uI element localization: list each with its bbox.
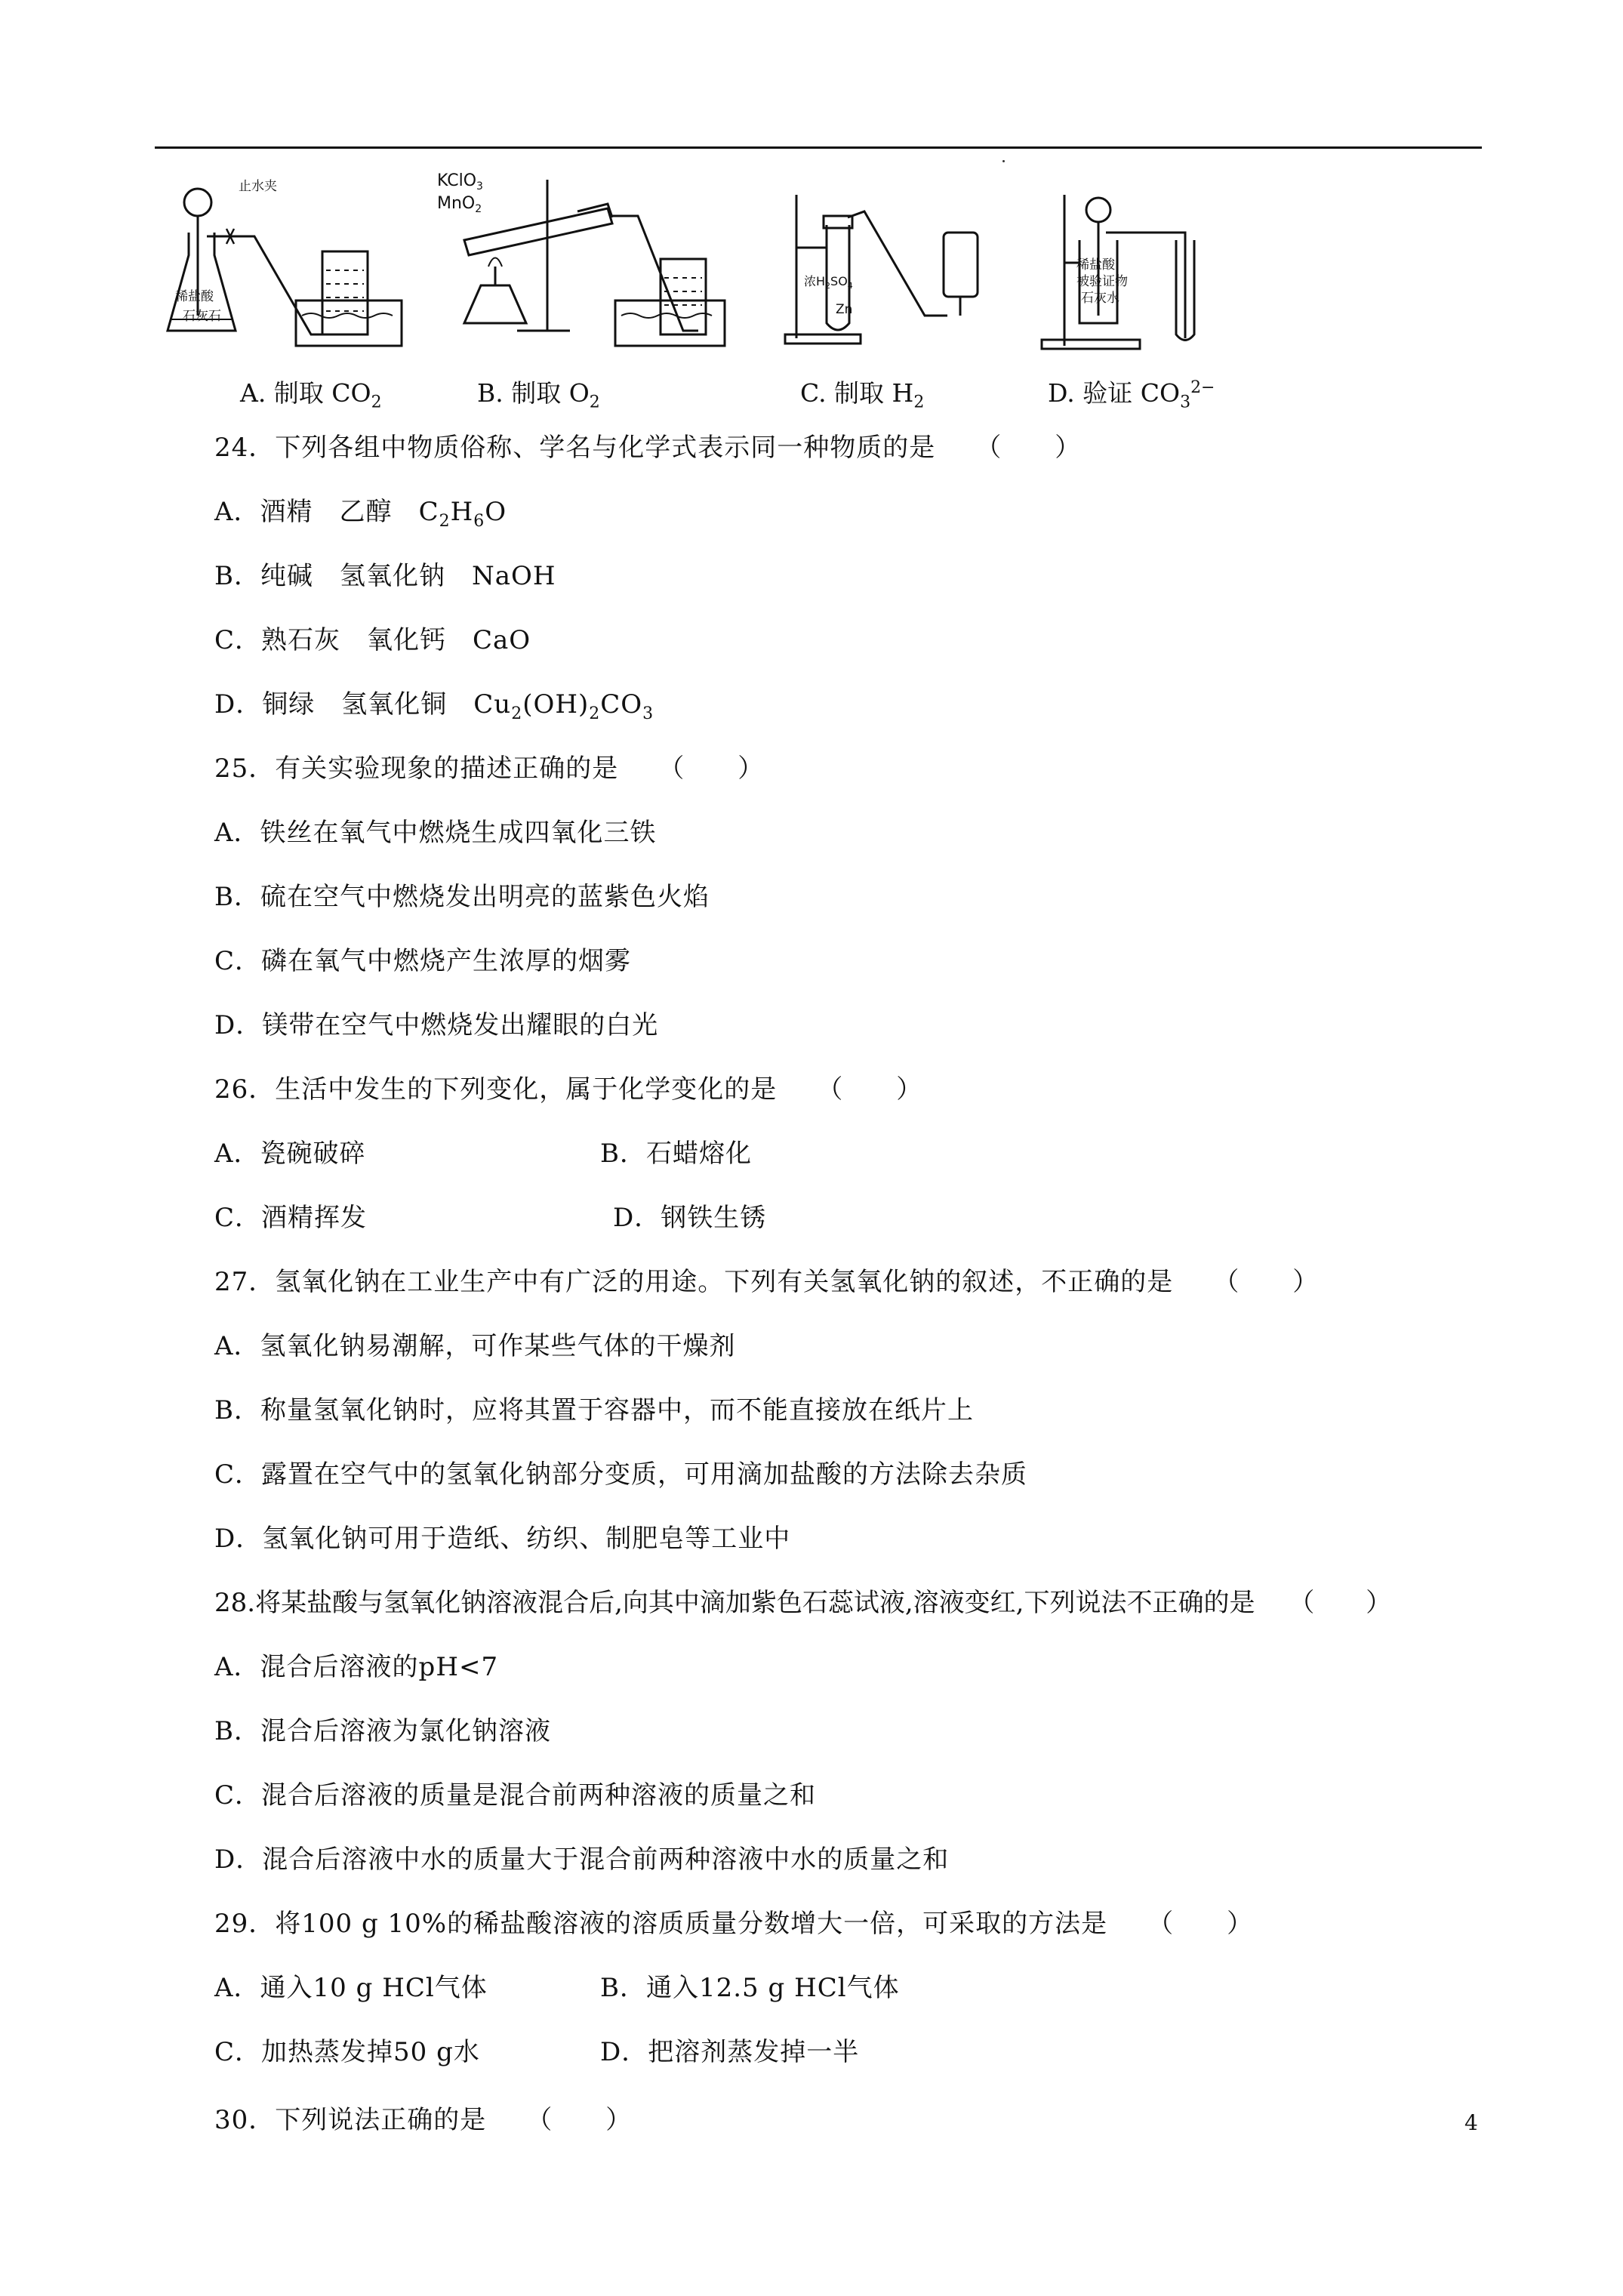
question-26-option-d: D．钢铁生锈	[613, 1203, 767, 1233]
question-26-option-c: C．酒精挥发	[214, 1203, 368, 1233]
svg-text:MnO2: MnO$_2$	[437, 194, 482, 215]
question-27-option-b: B．称量氢氧化钠时，应将其置于容器中，而不能直接放在纸片上	[214, 1395, 974, 1425]
question-28-stem: 28.将某盐酸与氢氧化钠溶液混合后,向其中滴加紫色石蕊试液,溶液变红,下列说法不正确的是 （ ）	[214, 1588, 1392, 1618]
svg-text:KClO3: KClO$_3$	[437, 171, 483, 193]
question-28-option-a: A．混合后溶液的pH<7	[214, 1652, 499, 1682]
question-25-option-d: D．镁带在空气中燃烧发出耀眼的白光	[214, 1010, 659, 1040]
figure-d-carbonate-apparatus	[1034, 165, 1230, 368]
question-27-option-a: A．氢氧化钠易潮解，可作某些气体的干燥剂	[214, 1331, 736, 1361]
svg-text:Zn: Zn	[836, 302, 853, 317]
svg-text:止水夹: 止水夹	[239, 179, 277, 194]
question-28-option-b: B．混合后溶液为氯化钠溶液	[214, 1716, 551, 1746]
figure-d-caption: D. 验证 $CO_3^{2-}$	[1048, 378, 1215, 412]
question-24-option-d: D．铜绿 氢氧化铜 $Cu_2(OH)_2CO_3$	[214, 689, 654, 723]
figure-a-co2-apparatus	[160, 165, 409, 368]
question-29-option-d: D．把溶剂蒸发掉一半	[600, 2037, 860, 2067]
figure-b-caption: B. 制取 $O_2$	[477, 378, 600, 412]
svg-text:浓H2SO4: 浓$H_2SO_4$	[804, 274, 853, 291]
figure-c-h2-apparatus	[781, 165, 985, 368]
question-24-stem: 24．下列各组中物质俗称、学名与化学式表示同一种物质的是 （ ）	[214, 433, 1082, 463]
question-29-option-a: A．通入10 g HCl气体	[214, 1973, 488, 2003]
scan-speck	[1002, 160, 1005, 162]
svg-text:被验证物: 被验证物	[1076, 274, 1128, 289]
question-26-stem: 26．生活中发生的下列变化，属于化学变化的是 （ ）	[214, 1074, 923, 1105]
question-29-stem: 29．将100 g 10%的稀盐酸溶液的溶质质量分数增大一倍，可采取的方法是 （ ）	[214, 1909, 1254, 1939]
question-25-option-a: A．铁丝在氧气中燃烧生成四氧化三铁	[214, 818, 657, 848]
figure-a-caption: A. 制取 $CO_2$	[240, 378, 382, 412]
question-27-option-d: D．氢氧化钠可用于造纸、纺织、制肥皂等工业中	[214, 1524, 791, 1554]
svg-text:石灰石: 石灰石	[183, 309, 221, 324]
question-24-option-c: C．熟石灰 氧化钙 CaO	[214, 625, 531, 655]
svg-text:稀盐酸: 稀盐酸	[1076, 257, 1115, 273]
question-24-option-a: A．酒精 乙醇 $C_2H_6O$	[214, 497, 507, 531]
figure-c-caption: C. 制取 $H_2$	[800, 378, 925, 412]
question-26-option-a: A．瓷碗破碎	[214, 1139, 366, 1169]
question-25-option-c: C．磷在氧气中燃烧产生浓厚的烟雾	[214, 946, 632, 976]
svg-text:石灰水: 石灰水	[1081, 291, 1119, 306]
question-26-option-b: B．石蜡熔化	[600, 1139, 752, 1169]
svg-text:稀盐酸: 稀盐酸	[175, 289, 214, 304]
question-27-option-c: C．露置在空气中的氢氧化钠部分变质，可用滴加盐酸的方法除去杂质	[214, 1459, 1028, 1490]
question-27-stem: 27．氢氧化钠在工业生产中有广泛的用途。下列有关氢氧化钠的叙述，不正确的是 （ ）	[214, 1267, 1320, 1297]
question-29-option-c: C．加热蒸发掉50 g水	[214, 2037, 480, 2067]
question-24-option-b: B．纯碱 氢氧化钠 NaOH	[214, 561, 556, 591]
page-number: 4	[1464, 2110, 1478, 2135]
header-rule	[155, 146, 1482, 149]
question-25-stem: 25．有关实验现象的描述正确的是 （ ）	[214, 754, 765, 784]
figure-b-o2-apparatus	[434, 165, 736, 368]
question-25-option-b: B．硫在空气中燃烧发出明亮的蓝紫色火焰	[214, 882, 710, 912]
question-28-option-d: D．混合后溶液中水的质量大于混合前两种溶液中水的质量之和	[214, 1845, 950, 1875]
question-28-option-c: C．混合后溶液的质量是混合前两种溶液的质量之和	[214, 1780, 817, 1811]
question-29-option-b: B．通入12.5 g HCl气体	[600, 1973, 900, 2003]
question-30-stem: 30．下列说法正确的是 （ ）	[214, 2105, 633, 2135]
